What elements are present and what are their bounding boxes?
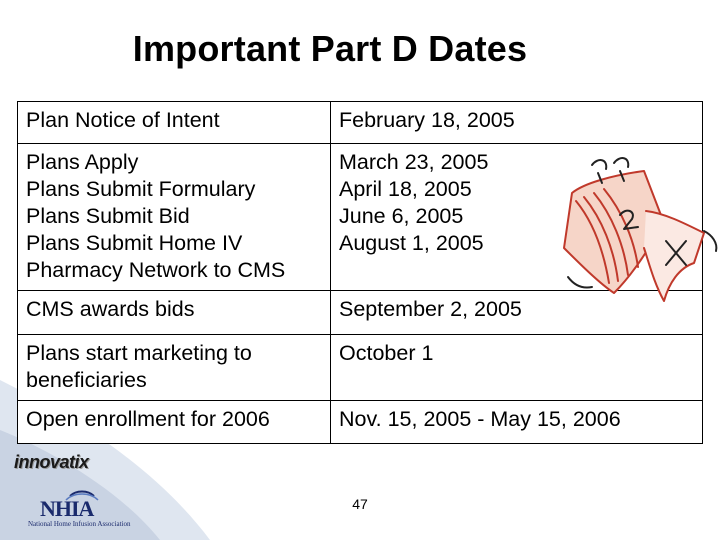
event-cell: Plans Submit Formulary: [26, 177, 256, 201]
event-cell: Plans Submit Bid: [26, 204, 190, 228]
event-cell: Open enrollment for 2006: [18, 401, 331, 444]
event-cell: Plans Submit Home IV Pharmacy Network to CMS: [26, 231, 286, 282]
date-cell: February 18, 2005: [331, 102, 703, 144]
date-cell: October 1: [331, 335, 703, 401]
page-number: 47: [352, 496, 368, 512]
date-cell: September 2, 2005: [331, 291, 703, 335]
table-row: [18, 401, 703, 444]
calendar-clipart-icon: [554, 153, 720, 305]
table-row: [18, 102, 703, 144]
event-cell: Plans start marketing to beneficiaries: [18, 335, 331, 401]
date-cell: April 18, 2005: [339, 177, 472, 201]
innovatix-logo: innovatix: [14, 452, 89, 472]
nhia-fullname: National Home Infusion Association: [28, 520, 131, 528]
page-title: Important Part D Dates: [132, 28, 528, 69]
event-cell: CMS awards bids: [18, 291, 331, 335]
date-cell: Nov. 15, 2005 - May 15, 2006: [331, 401, 703, 444]
date-cell: March 23, 2005: [339, 150, 489, 174]
date-cell: August 1, 2005: [339, 231, 484, 255]
event-cell-group: [18, 144, 331, 291]
event-cell: Plans Apply: [26, 150, 139, 174]
table-row: [18, 335, 703, 401]
event-cell: Plan Notice of Intent: [18, 102, 331, 144]
nhia-wordmark: NHIA: [40, 496, 94, 521]
date-cell: June 6, 2005: [339, 204, 464, 228]
